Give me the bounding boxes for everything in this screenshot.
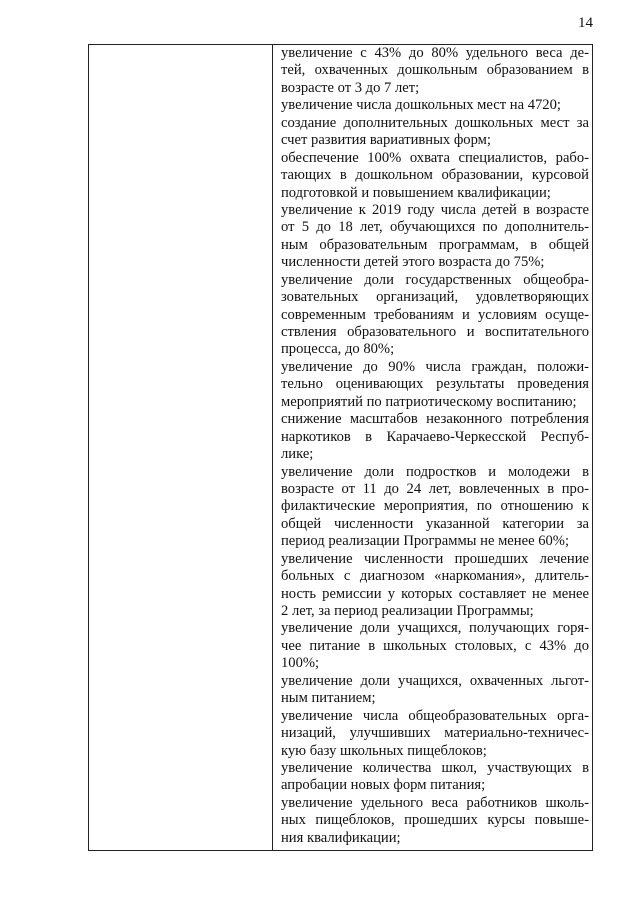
- text-line: ных пищеблоков, прошедших курсы повыше-: [281, 812, 589, 829]
- text-line: увеличение к 2019 году числа детей в возрасте: [281, 201, 589, 218]
- text-line: увеличение численности прошедших лечение: [281, 550, 589, 567]
- text-line: счет развития вариативных форм;: [281, 132, 491, 149]
- text-line: мероприятий по патриотическому воспитанию;: [281, 393, 577, 410]
- text-line: зовательных организаций, удовлетворяющих: [281, 289, 589, 306]
- text-line: увеличение до 90% числа граждан, положи-: [281, 358, 589, 375]
- text-line: ным образовательным программам, в общей: [281, 236, 589, 253]
- text-line: ния квалификации;: [281, 829, 401, 846]
- text-line: апробации новых форм питания;: [281, 777, 486, 794]
- text-line: чее питание в школьных столовых, с 43% до: [281, 637, 589, 654]
- text-line: период реализации Программы не менее 60%;: [281, 533, 569, 550]
- text-line: больных с диагнозом «наркомания», длитель-: [281, 568, 589, 585]
- text-line: тельно оценивающих результаты проведения: [281, 376, 589, 393]
- text-line: современным требованиям и условиям осуще-: [281, 306, 589, 323]
- text-line: 100%;: [281, 655, 320, 672]
- text-line: кую базу школьных пищеблоков;: [281, 742, 487, 759]
- text-line: снижение масштабов незаконного потребления: [281, 411, 589, 428]
- text-line: лике;: [281, 446, 314, 463]
- text-line: увеличение удельного веса работников школь-: [281, 794, 589, 811]
- text-line: тей, охваченных дошкольным образованием в: [281, 62, 589, 79]
- text-line: общей численности указанной категории за: [281, 515, 589, 532]
- targets-cell: [273, 45, 592, 850]
- text-line: увеличение доли учащихся, охваченных льгот-: [281, 672, 589, 689]
- text-line: обеспечение 100% охвата специалистов, рабо-: [281, 149, 589, 166]
- text-line: увеличение числа дошкольных мест на 4720;: [281, 97, 561, 114]
- text-line: ствления образовательного и воспитательного: [281, 324, 589, 340]
- document-table: [88, 44, 593, 851]
- text-line: увеличение числа общеобразовательных орга-: [281, 707, 589, 724]
- text-line: увеличение доли государственных общеобра-: [281, 271, 589, 288]
- text-line: увеличение доли учащихся, получающих горя-: [281, 620, 589, 637]
- text-line: от 5 до 18 лет, обучающихся по дополнитель-: [281, 219, 589, 236]
- text-line: возрасте от 3 до 7 лет;: [281, 79, 420, 96]
- text-line: филактические мероприятия, по отношению к: [281, 498, 589, 515]
- text-line: увеличение с 43% до 80% удельного веса де-: [281, 45, 589, 61]
- text-line: подготовкой и повышением квалификации;: [281, 184, 551, 201]
- text-line: низаций, улучшивших материально-техничес-: [281, 725, 589, 742]
- page-number: 14: [578, 15, 593, 31]
- text-line: тающих в дошкольном образовании, курсовой: [281, 167, 589, 184]
- text-line: ность ремиссии у которых составляет не менее: [281, 585, 589, 602]
- text-line: наркотиков в Карачаево-Черкесской Респуб-: [281, 428, 589, 445]
- text-line: увеличение количества школ, участвующих в: [281, 759, 589, 776]
- text-line: создание дополнительных дошкольных мест за: [281, 114, 589, 131]
- text-line: ным питанием;: [281, 690, 376, 707]
- text-line: возрасте от 11 до 24 лет, вовлеченных в про-: [281, 480, 589, 497]
- text-line: 2 лет, за период реализации Программы;: [281, 603, 534, 619]
- text-line: численности детей этого возраста до 75%;: [281, 254, 545, 271]
- text-line: процесса, до 80%;: [281, 341, 395, 358]
- text-line: увеличение доли подростков и молодежи в: [281, 463, 589, 480]
